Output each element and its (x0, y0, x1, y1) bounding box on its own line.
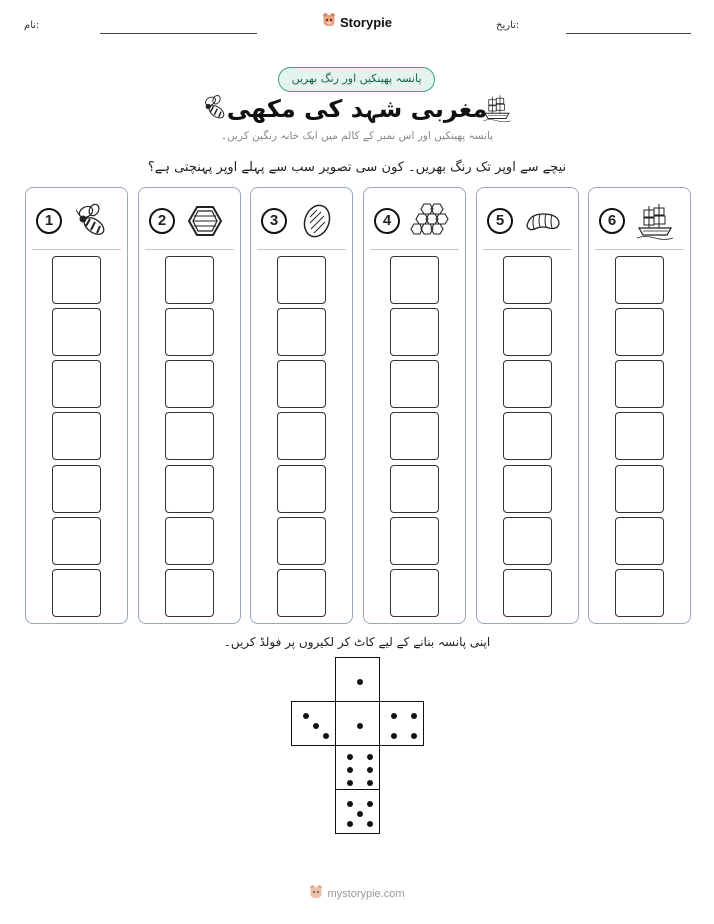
die-pip (411, 713, 417, 719)
die-pip (347, 821, 353, 827)
die-face-left (291, 701, 336, 746)
storypie-footer-icon (309, 884, 323, 904)
fold-instruction: اپنی پانسہ بنانے کے لیے کاٹ کر لکیروں پر فولڈ کریں۔ (223, 635, 491, 649)
page-title: مغربی شہد کی مکھی (226, 95, 488, 123)
color-box[interactable] (277, 569, 326, 617)
instruction: نیچے سے اوپر تک رنگ بھریں۔ کون سی تصویر سب سے پہلے اوپر پہنچتی ہے؟ (147, 160, 567, 175)
column-2 (138, 187, 241, 624)
color-box[interactable] (615, 256, 664, 304)
color-box[interactable] (165, 256, 214, 304)
color-box[interactable] (52, 360, 101, 408)
title-row (0, 92, 714, 126)
column-header (149, 202, 229, 240)
column-number: 3 (261, 208, 287, 234)
color-box[interactable] (277, 308, 326, 356)
column-number: 5 (487, 208, 513, 234)
die-pip (367, 801, 373, 807)
column-header (487, 202, 567, 240)
color-box[interactable] (277, 465, 326, 513)
color-box[interactable] (165, 465, 214, 513)
ship-icon (635, 202, 675, 240)
color-box[interactable] (390, 569, 439, 617)
subtitle: پانسہ پھینکیں اور اس نمبر کے کالم میں ایک خانہ رنگین کریں۔ (220, 130, 494, 142)
brand-name: Storypie (339, 14, 392, 30)
die-pip (367, 767, 373, 773)
column-divider (32, 249, 121, 250)
color-box[interactable] (52, 517, 101, 565)
larva-icon (523, 202, 563, 240)
die-pip (357, 679, 363, 685)
color-box[interactable] (390, 256, 439, 304)
die-pip (347, 767, 353, 773)
column-header (261, 202, 341, 240)
die-pip (367, 821, 373, 827)
die-pip (411, 733, 417, 739)
die-pip (367, 780, 373, 786)
color-box[interactable] (503, 517, 552, 565)
brand (0, 12, 714, 32)
column-number: 6 (599, 208, 625, 234)
color-box[interactable] (615, 360, 664, 408)
color-box[interactable] (615, 517, 664, 565)
color-box[interactable] (503, 308, 552, 356)
name-line (100, 33, 257, 34)
die-pip (391, 733, 397, 739)
die-pip (323, 733, 329, 739)
die-pip (303, 713, 309, 719)
color-box[interactable] (52, 308, 101, 356)
bee-icon (200, 93, 230, 127)
color-box[interactable] (390, 308, 439, 356)
ship-icon (482, 93, 512, 127)
column-4 (363, 187, 466, 624)
die-face-below (335, 745, 380, 790)
column-divider (145, 249, 234, 250)
column-divider (595, 249, 684, 250)
column-header (374, 202, 454, 240)
die-pip (367, 754, 373, 760)
die-pip (347, 801, 353, 807)
column-header (36, 202, 116, 240)
honeycomb-icon (410, 202, 450, 240)
die-pip (347, 754, 353, 760)
name-label: نام: (24, 20, 40, 31)
column-3 (250, 187, 353, 624)
color-box[interactable] (615, 569, 664, 617)
color-box[interactable] (165, 517, 214, 565)
color-box[interactable] (52, 256, 101, 304)
color-box[interactable] (615, 412, 664, 460)
date-line (566, 33, 691, 34)
die-face-center (335, 701, 380, 746)
color-box[interactable] (277, 256, 326, 304)
die-pip (313, 723, 319, 729)
die-face-right (379, 701, 424, 746)
column-1 (25, 187, 128, 624)
die-pip (391, 713, 397, 719)
color-box[interactable] (390, 360, 439, 408)
color-box[interactable] (165, 569, 214, 617)
die-pip (357, 811, 363, 817)
color-box[interactable] (503, 360, 552, 408)
color-box[interactable] (165, 412, 214, 460)
die-pip (347, 780, 353, 786)
column-number: 1 (36, 208, 62, 234)
hive-icon (185, 202, 225, 240)
color-box[interactable] (503, 412, 552, 460)
column-divider (483, 249, 572, 250)
footer-url: mystorypie.com (327, 888, 405, 900)
color-box[interactable] (503, 569, 552, 617)
activity-pill: پانسہ پھینکیں اور رنگ بھریں (278, 67, 435, 92)
color-box[interactable] (52, 465, 101, 513)
color-box[interactable] (390, 465, 439, 513)
color-box[interactable] (277, 517, 326, 565)
column-divider (257, 249, 346, 250)
die-face-bottom (335, 789, 380, 834)
color-box[interactable] (503, 465, 552, 513)
color-box[interactable] (52, 569, 101, 617)
color-box[interactable] (503, 256, 552, 304)
storypie-logo-icon (322, 12, 336, 32)
column-5 (476, 187, 579, 624)
color-box[interactable] (390, 412, 439, 460)
die-face-top (335, 657, 380, 702)
bread-icon (297, 202, 337, 240)
bee-icon (72, 202, 112, 240)
column-6 (588, 187, 691, 624)
column-number: 4 (374, 208, 400, 234)
column-header (599, 202, 679, 240)
footer (0, 884, 714, 904)
column-number: 2 (149, 208, 175, 234)
color-box[interactable] (277, 360, 326, 408)
color-box[interactable] (165, 308, 214, 356)
color-box[interactable] (615, 465, 664, 513)
color-box[interactable] (390, 517, 439, 565)
color-box[interactable] (52, 412, 101, 460)
color-box[interactable] (277, 412, 326, 460)
color-box[interactable] (165, 360, 214, 408)
column-divider (370, 249, 459, 250)
date-label: تاریخ: (496, 20, 520, 31)
color-box[interactable] (615, 308, 664, 356)
die-pip (357, 723, 363, 729)
